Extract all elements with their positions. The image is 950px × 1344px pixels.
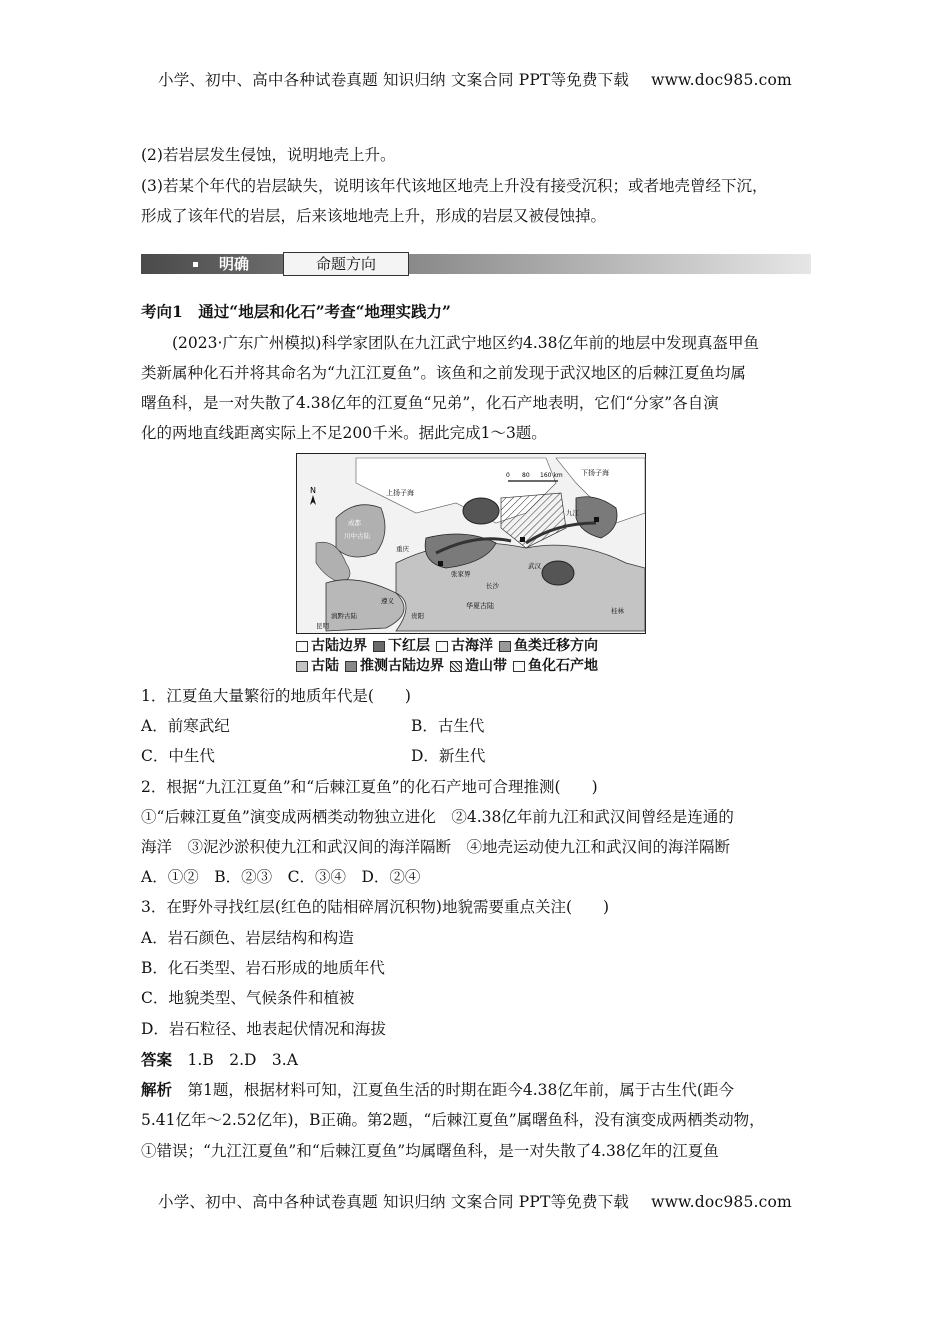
map-label-wuhan: 武汉 (528, 562, 541, 570)
map-label-guilin: 桂林 (611, 607, 624, 615)
map-label-dianqian: 滇黔古陆 (331, 612, 357, 620)
analysis-text-1: 第1题，根据材料可知，江夏鱼生活的时期在距今4.38亿年前，属于古生代(距今 (187, 1081, 734, 1099)
section-banner (141, 248, 811, 282)
question-3-option-a[interactable]: A．岩石颜色、岩层结构和构造 (141, 929, 354, 947)
question-3-option-c[interactable]: C．地貌类型、气候条件和植被 (141, 989, 355, 1007)
legend-item: 造山带 (465, 658, 507, 674)
page-footer (0, 1190, 950, 1212)
intro-point-2: (2)若岩层发生侵蚀，说明地壳上升。 (141, 146, 396, 164)
analysis-line-3: ①错误；“九江江夏鱼”和“后棘江夏鱼”均属曙鱼科，是一对失散了4.38亿年的江夏鱼 (141, 1142, 719, 1160)
question-2-statements-2: 海洋 ③泥沙淤积使九江和武汉间的海洋隔断 ④地壳运动使九江和武汉间的海洋隔断 (141, 838, 731, 856)
answer-line (141, 1045, 817, 1076)
legend-item: 推测古陆边界 (360, 658, 444, 674)
section-title: 考向1 通过“地层和化石”考查“地理实践力” (141, 302, 451, 321)
legend-ocean-icon (436, 641, 448, 652)
analysis-line-2: 5.41亿年～2.52亿年)，B正确。第2题，“后棘江夏鱼”属曙鱼科，没有演变成两栖类动物， (141, 1111, 765, 1129)
material-line-2: 类新属种化石并将其命名为“九江江夏鱼”。该鱼和之前发现于武汉地区的后棘江夏鱼均属 (141, 364, 746, 382)
legend-item: 鱼类迁移方向 (514, 638, 598, 654)
map-label-huaxia: 华夏古陆 (466, 602, 494, 610)
analysis-label: 解析 (141, 1080, 173, 1099)
question-1-options-row-1 (141, 711, 817, 742)
map-label-chongqing: 重庆 (396, 545, 409, 553)
scale-label-80: 80 (522, 472, 530, 479)
page-header (0, 68, 950, 90)
question-3: 3．在野外寻找红层(红色的陆相碎屑沉积物)地貌需要重点关注( ) (141, 898, 610, 916)
question-1-option-c[interactable]: C．中生代 (141, 747, 215, 765)
legend-item: 古海洋 (451, 638, 493, 654)
question-3-option-d[interactable]: D．岩石粒径、地表起伏情况和海拔 (141, 1020, 386, 1038)
answer-text: 1.B 2.D 3.A (187, 1051, 298, 1069)
banner-label: 明确 (219, 255, 250, 273)
paleogeography-map (296, 453, 646, 634)
question-1-options-row-2 (141, 741, 817, 772)
answer-label: 答案 (141, 1050, 173, 1069)
scale-label-0: 0 (506, 472, 510, 479)
footer-url[interactable]: www.doc985.com (651, 1193, 792, 1211)
question-1: 1．江夏鱼大量繁衍的地质年代是( ) (141, 687, 411, 705)
fossil-site-icon (438, 561, 443, 566)
map-label-bay: 海湾 (474, 478, 487, 485)
question-2: 2．根据“九江江夏鱼”和“后棘江夏鱼”的化石产地可合理推测( ) (141, 778, 598, 796)
header-text: 小学、初中、高中各种试卷真题 知识归纳 文案合同 PPT等免费下载 (158, 71, 630, 89)
footer-text: 小学、初中、高中各种试卷真题 知识归纳 文案合同 PPT等免费下载 (158, 1193, 630, 1211)
legend-item: 古陆边界 (311, 638, 367, 654)
legend-inferred-boundary-icon (345, 661, 357, 672)
map-label-zunyi: 遵义 (381, 597, 394, 605)
fish-icon-2 (542, 561, 574, 585)
map-legend (296, 636, 646, 676)
question-1-option-b[interactable]: B．古生代 (411, 717, 485, 735)
question-1-option-a[interactable]: A．前寒武纪 (141, 717, 230, 735)
material-line-4: 化的两地直线距离实际上不足200千米。据此完成1～3题。 (141, 424, 547, 442)
map-label-guiyang: 贵阳 (411, 612, 424, 620)
header-url[interactable]: www.doc985.com (651, 71, 792, 89)
legend-ancient-land-icon (296, 661, 308, 672)
banner-bullet-icon (193, 262, 198, 267)
map-label-changsha: 长沙 (486, 582, 499, 590)
map-label-jiujiang: 九江 (566, 509, 579, 517)
map-label-zhangjiajie: 张家界 (451, 570, 471, 578)
legend-fossil-site-icon (513, 661, 525, 672)
scale-label-160: 160 km (540, 472, 563, 479)
legend-red-bed-icon (373, 641, 385, 652)
map-label-chengdu: 成都 (348, 519, 361, 527)
question-1-option-d[interactable]: D．新生代 (411, 747, 486, 765)
map-label-kunming: 昆明 (316, 622, 329, 630)
legend-land-boundary-icon (296, 641, 308, 652)
north-arrow-icon: N (310, 486, 316, 495)
material-line-3: 曙鱼科，是一对失散了4.38亿年的江夏鱼“兄弟”，化石产地表明，它们“分家”各自演 (141, 394, 719, 412)
question-2-options[interactable]: A．①② B．②③ C．③④ D．②④ (141, 868, 421, 886)
question-3-option-b[interactable]: B．化石类型、岩石形成的地质年代 (141, 959, 385, 977)
map-label-chuanzhong: 川中古陆 (344, 532, 370, 540)
legend-item: 下红层 (388, 638, 430, 654)
legend-item: 古陆 (311, 658, 339, 674)
intro-point-3b: 形成了该年代的岩层，后来该地地壳上升，形成的岩层又被侵蚀掉。 (141, 207, 607, 225)
map-label-upper-yangtze-sea: 上扬子海 (386, 489, 414, 497)
map-label-lower-yangtze-sea: 下扬子海 (581, 469, 609, 477)
banner-box: 命题方向 (283, 252, 409, 276)
material-line-1: (2023·广东广州模拟)科学家团队在九江武宁地区约4.38亿年前的地层中发现真盔甲鱼 (172, 334, 759, 352)
fossil-site-icon-2 (520, 537, 525, 542)
chuanzhong-land (336, 505, 385, 557)
fish-icon (463, 498, 499, 524)
legend-item: 鱼化石产地 (528, 658, 598, 674)
legend-migration-icon (499, 641, 511, 652)
question-2-statements-1: ①“后棘江夏鱼”演变成两栖类动物独立进化 ②4.38亿年前九江和武汉间曾经是连通的 (141, 808, 734, 826)
intro-point-3a: (3)若某个年代的岩层缺失，说明该年代该地区地壳上升没有接受沉积；或者地壳曾经下沉， (141, 177, 768, 195)
legend-orogenic-icon (450, 661, 462, 672)
fossil-site-icon-3 (594, 517, 599, 522)
analysis-line-1 (141, 1075, 817, 1106)
